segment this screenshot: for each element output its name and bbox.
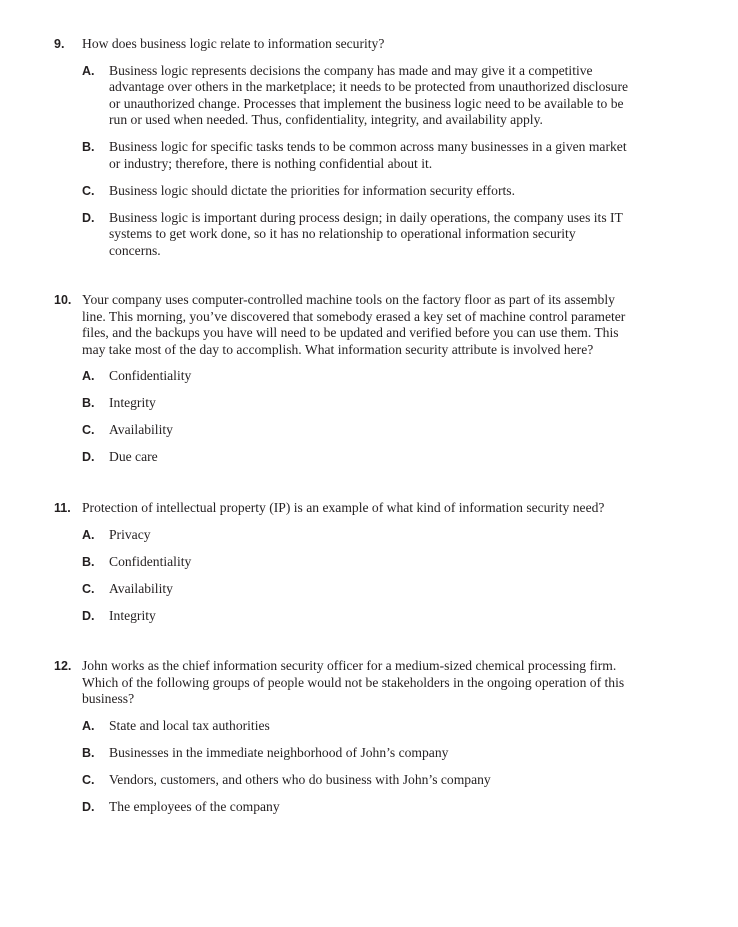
answer-text: Integrity [109, 395, 156, 410]
answer-option [82, 581, 644, 598]
answer-letter: A. [82, 369, 95, 383]
answer-letter: B. [82, 554, 95, 569]
answer-text: Businesses in the immediate neighborhood of John’s company [109, 744, 449, 760]
answer-text: Business logic for specific tasks tends to be common across many businesses in a given market or industry; therefore, there is nothing confidential about it. [109, 139, 627, 171]
question-text: John works as the chief information security officer for a medium-sized chemical processing firm. Which of the following groups of people would not be stakeholders in the ongoing operation of this business? [82, 658, 625, 706]
answer-text: Availability [109, 422, 173, 437]
answer-option [82, 527, 644, 544]
answer-list [54, 63, 644, 260]
answer-text: Confidentiality [109, 553, 192, 569]
answer-text: Availability [109, 580, 173, 596]
answer-letter: B. [82, 140, 95, 154]
question-number: 10. [54, 293, 72, 307]
answer-option [82, 554, 644, 571]
answer-text: Vendors, customers, and others who do business with John’s company [109, 771, 491, 787]
answer-option [82, 799, 644, 816]
answer-option [82, 63, 644, 129]
question-11 [54, 500, 644, 624]
answer-letter: B. [82, 745, 95, 760]
answer-option [82, 608, 644, 625]
answer-text: State and local tax authorities [109, 717, 270, 733]
question-text: How does business logic relate to information security? [82, 36, 385, 51]
answer-option [82, 210, 644, 260]
answer-letter: C. [82, 772, 95, 787]
answer-letter: D. [82, 799, 95, 814]
answer-letter: A. [82, 718, 95, 733]
answer-list [54, 527, 644, 625]
answer-letter: A. [82, 527, 95, 542]
answer-option [82, 772, 644, 789]
question-text: Protection of intellectual property (IP) is an example of what kind of information security need? [82, 500, 605, 515]
answer-option [82, 139, 644, 172]
answer-list [54, 368, 644, 466]
answer-letter: C. [82, 581, 95, 596]
answer-option [82, 745, 644, 762]
answer-text: Business logic represents decisions the company has made and may give it a competitive advantage over others in the marketplace; it needs to be protected from unauthorized disclosure or unauthorized change. Processes that implement the business logic need to be available to be run or used when needed. Thus, confidentiality, integrity, and availability apply. [109, 62, 629, 127]
answer-letter: D. [82, 608, 95, 623]
answer-letter: A. [82, 63, 95, 78]
answer-letter: D. [82, 210, 95, 225]
answer-list [54, 718, 644, 816]
answer-text: The employees of the company [109, 798, 280, 814]
question-number: 11. [54, 501, 71, 515]
answer-option [82, 449, 644, 466]
answer-option [82, 183, 644, 200]
answer-text: Privacy [109, 526, 151, 542]
answer-option [82, 368, 644, 385]
answer-text: Due care [109, 449, 158, 464]
question-text: Your company uses computer-controlled machine tools on the factory floor as part of its assembly line. This morning, you’ve discovered that somebody erased a key set of machine control parameter files, and the backups you have will need to be updated and verified before you can use them. This may take most of the day to accomplish. What information security attribute is involved here? [82, 292, 626, 357]
answer-text: Business logic should dictate the priorities for information security efforts. [109, 182, 515, 198]
answer-option [82, 718, 644, 735]
answer-option [82, 422, 644, 439]
answer-text: Business logic is important during process design; in daily operations, the company uses its IT systems to get work done, so it has no relationship to operational information security concerns. [109, 209, 623, 258]
answer-letter: C. [82, 183, 95, 198]
answer-letter: C. [82, 423, 95, 437]
question-number: 12. [54, 659, 72, 673]
question-9 [54, 36, 644, 259]
question-12 [54, 658, 644, 815]
answer-option [82, 395, 644, 412]
answer-letter: B. [82, 396, 95, 410]
answer-text: Integrity [109, 607, 156, 623]
question-number: 9. [54, 37, 65, 51]
answer-text: Confidentiality [109, 368, 192, 383]
answer-letter: D. [82, 450, 95, 464]
question-10 [54, 292, 644, 466]
